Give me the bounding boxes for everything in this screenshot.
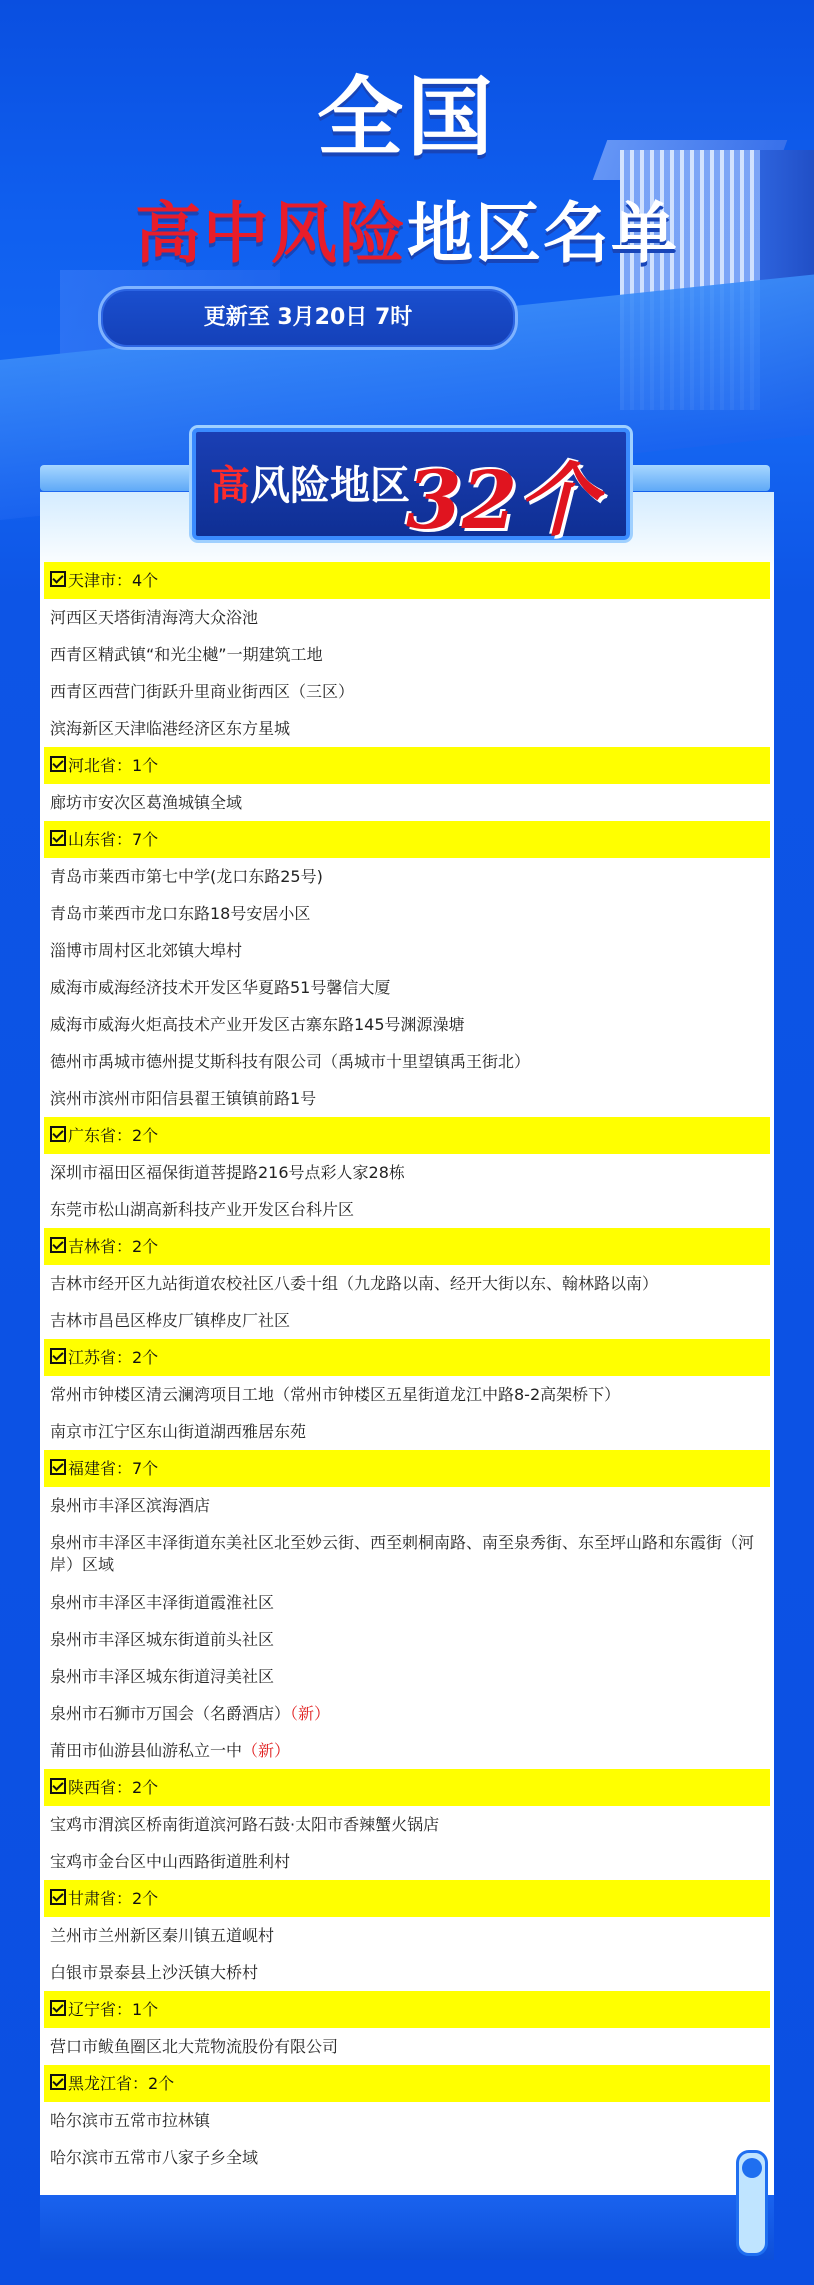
province-header [44,562,770,599]
list-item [44,784,770,821]
update-time-pill: 更新至 3月20日 7时 [98,286,518,350]
checkbox-icon [50,756,66,772]
list-item [44,2028,770,2065]
new-tag: （新） [242,1741,291,1760]
list-item [44,932,770,969]
list-item [44,1413,770,1450]
province-label: 甘肃省：2个 [68,1889,159,1908]
list-item [44,1806,770,1843]
list-item [44,1265,770,1302]
province-label: 江苏省：2个 [68,1348,159,1367]
list-item-text: 吉林市昌邑区桦皮厂镇桦皮厂社区 [50,1311,291,1330]
province-label: 吉林省：2个 [68,1237,159,1256]
checkbox-icon [50,1778,66,1794]
checkbox-icon [50,1459,66,1475]
list-item-text: 泉州市石狮市万国会（名爵酒店） [50,1704,291,1723]
list-item [44,1487,770,1524]
list-item-text: 东莞市松山湖高新科技产业开发区台科片区 [50,1200,355,1219]
list-item-text: 宝鸡市金台区中山西路街道胜利村 [50,1852,291,1871]
province-label: 天津市：4个 [68,571,159,590]
province-header [44,1339,770,1376]
list-item-text: 淄博市周村区北郊镇大埠村 [50,941,243,960]
list-item-text: 哈尔滨市五常市八家子乡全域 [50,2148,259,2167]
checkbox-icon [50,1126,66,1142]
list-item-text: 吉林市经开区九站街道农校社区八委十组（九龙路以南、经开大街以东、翰林路以南） [50,1274,659,1293]
province-header [44,1450,770,1487]
list-item [44,710,770,747]
list-item-text: 宝鸡市渭滨区桥南街道滨河路石鼓·太阳市香辣蟹火锅店 [50,1815,440,1834]
list-item [44,1154,770,1191]
list-item [44,1695,770,1732]
province-header [44,1991,770,2028]
list-item [44,1080,770,1117]
list-item-text: 哈尔滨市五常市拉林镇 [50,2111,211,2130]
list-item [44,969,770,1006]
list-item-text: 泉州市丰泽区丰泽街道霞淮社区 [50,1593,275,1612]
list-item [44,1006,770,1043]
list-item-text: 西青区西营门街跃升里商业街西区（三区） [50,682,355,701]
list-item-text: 泉州市丰泽区丰泽街道东美社区北至妙云街、西至刺桐南路、南至泉秀街、东至坪山路和东霞街（河岸）区域 [50,1533,755,1574]
province-label: 陕西省：2个 [68,1778,159,1797]
province-label: 山东省：7个 [68,830,159,849]
list-item [44,1302,770,1339]
high-risk-label-red: 高 [210,463,250,509]
list-item-text: 德州市禹城市德州提艾斯科技有限公司（禹城市十里望镇禹王街北） [50,1052,531,1071]
list-item-text: 深圳市福田区福保街道菩提路216号点彩人家28栋 [50,1163,405,1182]
title-line-1: 全国 [317,68,497,168]
province-header [44,747,770,784]
list-item-text: 营口市鲅鱼圈区北大荒物流股份有限公司 [50,2037,339,2056]
list-frame [40,492,774,2260]
province-header [44,821,770,858]
list-item-text: 青岛市莱西市龙口东路18号安居小区 [50,904,311,923]
list-item-text: 常州市钟楼区清云澜湾项目工地（常州市钟楼区五星街道龙江中路8-2高架桥下） [50,1385,621,1404]
list-item [44,1191,770,1228]
title-white-part: 地区名单 [407,195,679,272]
list-item [44,636,770,673]
checkbox-icon [50,1348,66,1364]
scrollbar-handle[interactable] [742,2158,762,2178]
list-item [44,895,770,932]
province-header [44,1228,770,1265]
province-label: 广东省：2个 [68,1126,159,1145]
list-item-text: 滨州市滨州市阳信县翟王镇镇前路1号 [50,1089,317,1108]
list-item [44,858,770,895]
province-header [44,1880,770,1917]
list-item-text: 西青区精武镇“和光尘樾”一期建筑工地 [50,645,323,664]
high-risk-label-white: 风险地区 [250,463,410,509]
list-item [44,673,770,710]
province-header [44,2065,770,2102]
list-item [44,1954,770,1991]
high-risk-badge [192,428,630,547]
high-risk-count: 32个 [406,453,598,547]
list-item [44,1621,770,1658]
new-tag: （新） [290,1704,331,1723]
list-item [44,1584,770,1621]
list-item-text: 泉州市丰泽区城东街道浔美社区 [50,1667,275,1686]
list-item [44,1917,770,1954]
list-item-text: 南京市江宁区东山街道湖西雅居东苑 [50,1422,307,1441]
title-red-part: 高中风险 [135,195,407,272]
list-item [44,2102,770,2139]
province-label: 福建省：7个 [68,1459,159,1478]
list-item-text: 滨海新区天津临港经济区东方星城 [50,719,291,738]
list-item-text: 河西区天塔街清海湾大众浴池 [50,608,259,627]
province-label: 辽宁省：1个 [68,2000,159,2019]
checkbox-icon [50,2000,66,2016]
list-item [44,1843,770,1880]
list-item [44,2139,770,2176]
title-line-2 [0,180,814,275]
list-item [44,1524,770,1584]
province-header [44,1769,770,1806]
list-item [44,1658,770,1695]
checkbox-icon [50,830,66,846]
list-item-text: 威海市威海火炬高技术产业开发区古寨东路145号渊源澡塘 [50,1015,465,1034]
checkbox-icon [50,2074,66,2090]
list-item-text: 泉州市丰泽区城东街道前头社区 [50,1630,275,1649]
list-item-text: 白银市景泰县上沙沃镇大桥村 [50,1963,259,1982]
footer-band [40,2195,774,2260]
list-item-text: 廊坊市安次区葛渔城镇全域 [50,793,243,812]
high-risk-label [210,454,410,511]
risk-area-list [44,562,770,2187]
list-item [44,599,770,636]
list-item-text: 兰州市兰州新区秦川镇五道岘村 [50,1926,275,1945]
list-item-text: 莆田市仙游县仙游私立一中 [50,1741,243,1760]
list-item [44,1043,770,1080]
checkbox-icon [50,1237,66,1253]
list-item [44,1732,770,1769]
province-label: 黑龙江省：2个 [68,2074,175,2093]
list-item-text: 威海市威海经济技术开发区华夏路51号馨信大厦 [50,978,391,997]
checkbox-icon [50,1889,66,1905]
list-item-text: 泉州市丰泽区滨海酒店 [50,1496,211,1515]
province-label: 河北省：1个 [68,756,159,775]
province-header [44,1117,770,1154]
list-item-text: 青岛市莱西市第七中学(龙口东路25号) [50,867,323,886]
list-item [44,1376,770,1413]
checkbox-icon [50,571,66,587]
